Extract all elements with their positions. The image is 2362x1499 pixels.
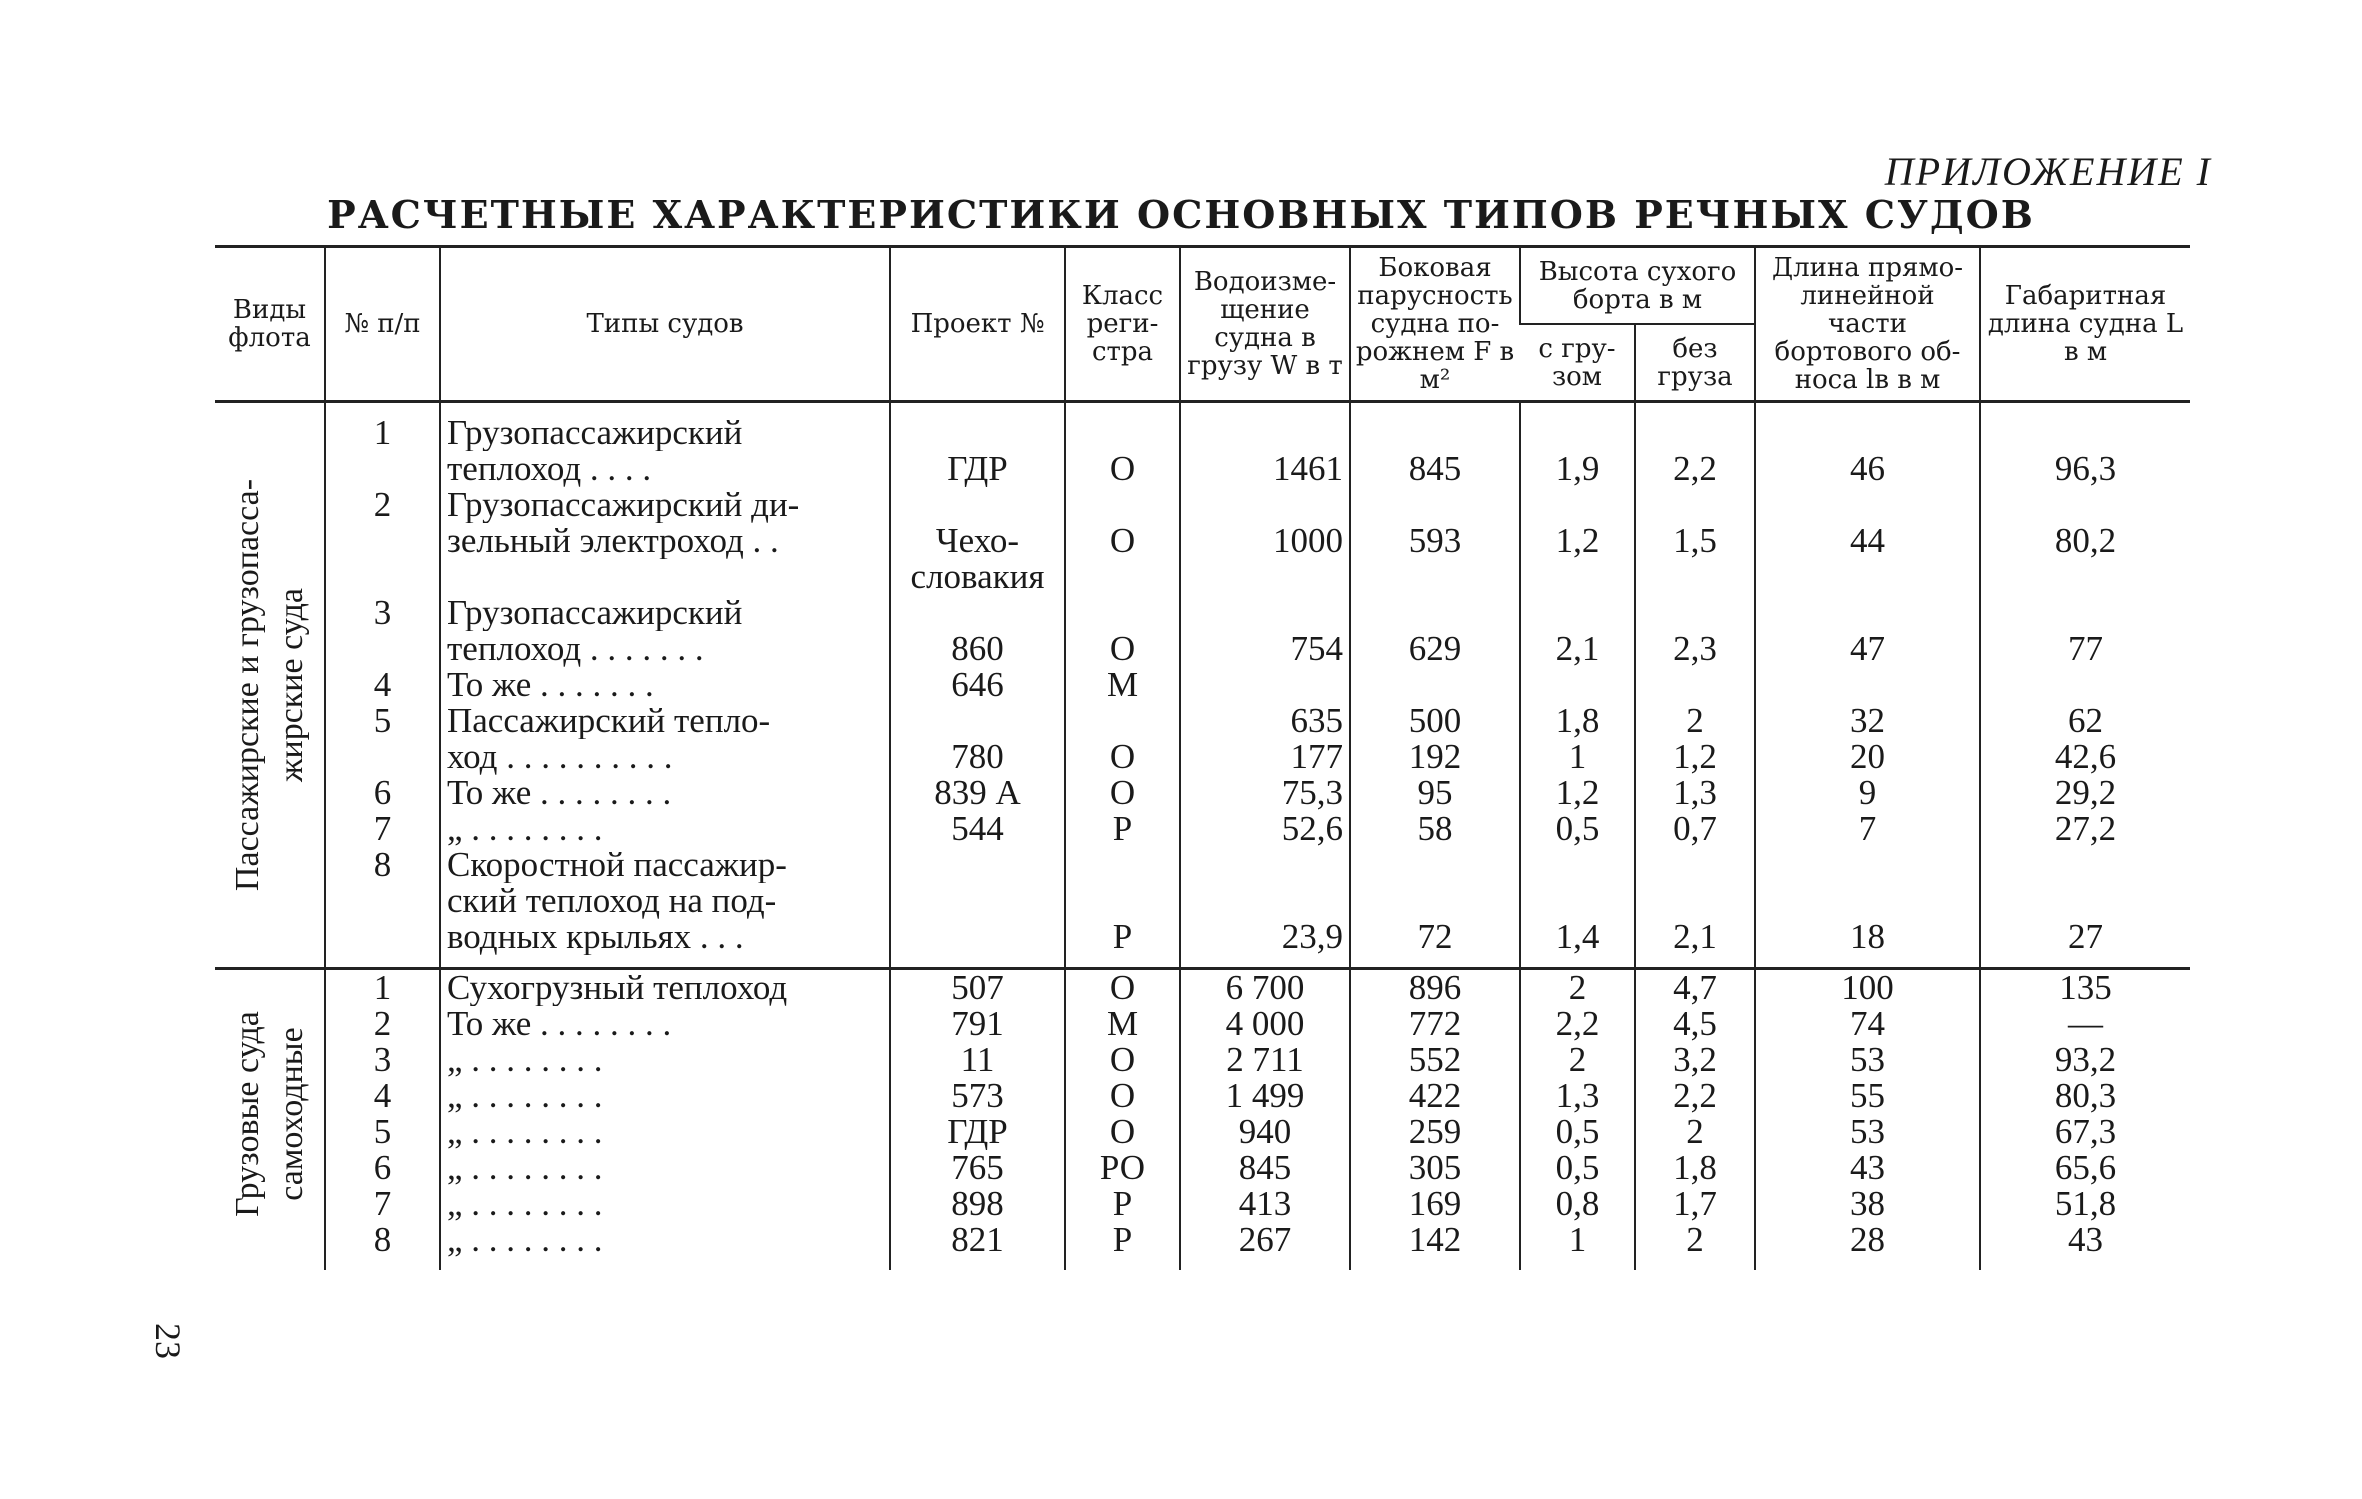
cell-displacement: 940 [1238, 1114, 1292, 1150]
cell-num [332, 919, 433, 955]
cell-register-class: Р [1112, 1186, 1133, 1222]
cell-displacement [1187, 667, 1343, 703]
cell-freeboard-empty [1642, 487, 1748, 523]
cell-displacement: 635 [1290, 703, 1343, 739]
cell-freeboard-empty: 3,2 [1673, 1042, 1717, 1078]
cell-displacement: 75,3 [1281, 775, 1343, 811]
column-register-class [1065, 415, 1180, 955]
cell-freeboard-loaded [1527, 559, 1628, 595]
cell-windage: 593 [1408, 523, 1462, 559]
cell-project [897, 595, 1058, 631]
cell-overall-length: 80,2 [2054, 523, 2117, 559]
cell-windage: 58 [1417, 811, 1453, 847]
cell-project: 573 [951, 1078, 1004, 1114]
fleet-label: Грузовые суда самоходные [228, 1011, 310, 1217]
cell-overall-length: 42,6 [2054, 739, 2117, 775]
cell-straight-length [1762, 415, 1973, 451]
cell-windage [1357, 847, 1513, 883]
cell-register-class: Р [1112, 811, 1133, 847]
cell-freeboard-loaded: 0,5 [1555, 811, 1600, 847]
column-displacement [1180, 969, 1350, 1259]
cell-freeboard-empty [1642, 595, 1748, 631]
cell-displacement: 1000 [1273, 523, 1343, 559]
cell-num [332, 631, 433, 667]
cell-windage: 422 [1408, 1078, 1462, 1114]
header-straight-length: Длина прямо-линейной части бортового об-носа lв в м [1755, 247, 1980, 402]
cell-freeboard-empty [1642, 559, 1748, 595]
cell-straight-length: 38 [1850, 1186, 1886, 1222]
cell-windage [1357, 559, 1513, 595]
cell-displacement: 177 [1290, 739, 1343, 775]
group-passenger [215, 415, 2190, 955]
cell-num: 1 [373, 415, 392, 451]
column-freeboard-empty [1635, 415, 1755, 955]
cell-displacement: 845 [1238, 1150, 1292, 1186]
cell-project: ГДР [947, 451, 1008, 487]
column-num [325, 969, 440, 1259]
cell-project [897, 847, 1058, 883]
cell-ship-type: То же . . . . . . . [447, 667, 654, 703]
cell-overall-length [1987, 883, 2184, 919]
cell-freeboard-loaded: 2,2 [1555, 1006, 1600, 1042]
cell-straight-length: 55 [1850, 1078, 1886, 1114]
header-type: Типы судов [440, 247, 890, 402]
cell-register-class: О [1109, 775, 1136, 811]
cell-freeboard-loaded: 1,8 [1555, 703, 1600, 739]
cell-overall-length: 65,6 [2054, 1150, 2117, 1186]
cell-project [897, 415, 1058, 451]
column-displacement [1180, 415, 1350, 955]
cell-ship-type: Сухогрузный теплоход [447, 970, 788, 1006]
cell-register-class [1072, 703, 1173, 739]
cell-num [332, 883, 433, 919]
cell-ship-type: Пассажирский тепло- [447, 703, 771, 739]
cell-ship-type: Грузопассажирский ди- [447, 487, 800, 523]
cell-register-class: РО [1099, 1150, 1146, 1186]
cell-freeboard-empty [1642, 883, 1748, 919]
cell-register-class: О [1109, 970, 1136, 1006]
cell-project [897, 919, 1058, 955]
cell-freeboard-empty [1642, 667, 1748, 703]
cell-overall-length [1987, 667, 2184, 703]
cell-freeboard-loaded: 1 [1568, 1222, 1587, 1258]
header-class: Класс реги-стра [1065, 247, 1180, 402]
cell-straight-length: 43 [1850, 1150, 1886, 1186]
cell-register-class: О [1109, 451, 1136, 487]
cell-overall-length: 27,2 [2054, 811, 2117, 847]
cell-freeboard-empty [1642, 847, 1748, 883]
cell-ship-type: „ . . . . . . . . [447, 1114, 603, 1150]
cell-straight-length: 9 [1858, 775, 1877, 811]
cell-straight-length: 46 [1850, 451, 1886, 487]
column-windage [1350, 969, 1520, 1259]
cell-ship-type: „ . . . . . . . . [447, 1042, 603, 1078]
cell-windage: 772 [1408, 1006, 1462, 1042]
cell-freeboard-loaded: 1,3 [1555, 1078, 1600, 1114]
cell-ship-type: „ . . . . . . . . [447, 1078, 603, 1114]
cell-displacement [1187, 883, 1343, 919]
cell-ship-type: „ . . . . . . . . [447, 1186, 603, 1222]
cell-straight-length [1762, 595, 1973, 631]
cell-straight-length: 47 [1850, 631, 1886, 667]
cell-project: Чехо- [935, 523, 1020, 559]
cell-num: 6 [373, 775, 392, 811]
cell-windage [1357, 487, 1513, 523]
cell-windage: 896 [1408, 970, 1462, 1006]
cell-register-class: О [1109, 1114, 1136, 1150]
cell-project: 898 [951, 1186, 1004, 1222]
cell-project: 791 [951, 1006, 1004, 1042]
cell-project [897, 883, 1058, 919]
cell-freeboard-empty: 1,7 [1673, 1186, 1717, 1222]
cell-straight-length: 32 [1850, 703, 1886, 739]
header-fleet: Виды флота [215, 247, 325, 402]
cell-straight-length: 7 [1858, 811, 1877, 847]
column-straight-length [1755, 415, 1980, 955]
cell-straight-length: 20 [1850, 739, 1886, 775]
table-header [215, 247, 2190, 402]
cell-register-class [1072, 559, 1173, 595]
cell-ship-type: водных крыльях . . . [447, 919, 744, 955]
column-register-class [1065, 969, 1180, 1259]
cell-ship-type: „ . . . . . . . . [447, 811, 603, 847]
ship-characteristics-table [215, 245, 2190, 1270]
cell-overall-length: 93,2 [2054, 1042, 2117, 1078]
cell-freeboard-empty: 2,2 [1673, 1078, 1717, 1114]
cell-windage [1357, 415, 1513, 451]
cell-num [332, 559, 433, 595]
cell-displacement [1187, 595, 1343, 631]
cell-freeboard-loaded: 2,1 [1555, 631, 1600, 667]
cell-freeboard-loaded [1527, 667, 1628, 703]
cell-register-class [1072, 487, 1173, 523]
cell-overall-length [1987, 847, 2184, 883]
cell-project: 544 [951, 811, 1004, 847]
cell-windage [1357, 667, 1513, 703]
cell-project: 507 [951, 970, 1004, 1006]
cell-windage: 72 [1417, 919, 1453, 955]
cell-windage: 845 [1408, 451, 1462, 487]
cell-project [897, 703, 1058, 739]
cell-straight-length [1762, 847, 1973, 883]
cell-ship-type: ский теплоход на под- [447, 883, 777, 919]
cell-freeboard-loaded: 2 [1568, 970, 1587, 1006]
cell-straight-length: 74 [1850, 1006, 1886, 1042]
cell-ship-type: „ . . . . . . . . [447, 1150, 603, 1186]
header-project: Проект № [890, 247, 1065, 402]
cell-num: 8 [373, 847, 392, 883]
cell-windage: 629 [1408, 631, 1462, 667]
cell-freeboard-loaded: 1 [1568, 739, 1587, 775]
column-straight-length [1755, 969, 1980, 1259]
cell-straight-length [1762, 559, 1973, 595]
cell-project: 860 [951, 631, 1004, 667]
cell-overall-length [1987, 559, 2184, 595]
cell-ship-type: То же . . . . . . . . [447, 775, 672, 811]
cell-freeboard-empty [1642, 415, 1748, 451]
header-freeboard-loaded: с гру-зом [1520, 324, 1635, 402]
cell-displacement: 267 [1238, 1222, 1292, 1258]
cell-project: словакия [910, 559, 1045, 595]
cell-project: 11 [960, 1042, 995, 1078]
cell-freeboard-loaded [1527, 883, 1628, 919]
cell-project: ГДР [947, 1114, 1008, 1150]
cell-overall-length: 80,3 [2054, 1078, 2117, 1114]
cell-project: 646 [951, 667, 1004, 703]
group-cargo [215, 969, 2190, 1259]
cell-register-class [1072, 883, 1173, 919]
cell-straight-length: 53 [1850, 1114, 1886, 1150]
fleet-label: Пассажирские и грузопасса- жирские суда [228, 478, 310, 892]
cell-windage: 552 [1408, 1042, 1462, 1078]
cell-freeboard-loaded: 0,5 [1555, 1150, 1600, 1186]
cell-num: 5 [373, 1114, 392, 1150]
column-freeboard-empty [1635, 969, 1755, 1259]
cell-windage: 142 [1408, 1222, 1462, 1258]
column-project [890, 969, 1065, 1259]
cell-windage: 500 [1408, 703, 1462, 739]
cell-freeboard-loaded [1527, 415, 1628, 451]
cell-overall-length: 77 [2068, 631, 2104, 667]
cell-overall-length: 29,2 [2054, 775, 2117, 811]
cell-register-class [1072, 595, 1173, 631]
cell-freeboard-loaded: 1,4 [1555, 919, 1600, 955]
cell-ship-type: теплоход . . . . [447, 451, 652, 487]
cell-overall-length: 27 [2068, 919, 2104, 955]
cell-freeboard-empty: 2 [1686, 1114, 1704, 1150]
cell-displacement [1187, 847, 1343, 883]
cell-num [332, 523, 433, 559]
cell-straight-length [1762, 487, 1973, 523]
cell-freeboard-empty: 2,3 [1673, 631, 1717, 667]
cell-freeboard-loaded: 2 [1568, 1042, 1587, 1078]
cell-displacement [1187, 415, 1343, 451]
cell-num: 3 [373, 595, 392, 631]
column-freeboard-loaded [1520, 969, 1635, 1259]
cell-num [332, 451, 433, 487]
cell-windage: 169 [1408, 1186, 1462, 1222]
cell-freeboard-empty: 1,2 [1673, 739, 1717, 775]
cell-num: 7 [373, 811, 392, 847]
cell-straight-length: 53 [1850, 1042, 1886, 1078]
cell-ship-type [447, 559, 883, 595]
cell-straight-length: 44 [1850, 523, 1886, 559]
cell-ship-type: То же . . . . . . . . [447, 1006, 672, 1042]
cell-num: 4 [373, 667, 392, 703]
cell-displacement: 2 711 [1226, 1042, 1304, 1078]
cell-ship-type: ход . . . . . . . . . . [447, 739, 673, 775]
cell-freeboard-empty: 4,7 [1673, 970, 1717, 1006]
cell-freeboard-empty: 1,5 [1673, 523, 1717, 559]
cell-overall-length [1987, 487, 2184, 523]
cell-freeboard-loaded: 1,2 [1555, 775, 1600, 811]
cell-freeboard-loaded: 1,2 [1555, 523, 1600, 559]
cell-displacement [1187, 487, 1343, 523]
cell-overall-length [1987, 595, 2184, 631]
cell-displacement: 4 000 [1225, 1006, 1305, 1042]
cell-register-class: О [1109, 1042, 1136, 1078]
cell-num: 2 [373, 487, 392, 523]
cell-freeboard-loaded [1527, 847, 1628, 883]
cell-ship-type: „ . . . . . . . . [447, 1222, 603, 1258]
cell-straight-length: 100 [1841, 970, 1894, 1006]
cell-overall-length: 62 [2068, 703, 2104, 739]
cell-straight-length [1762, 883, 1973, 919]
column-project [890, 415, 1065, 955]
cell-project: 821 [951, 1222, 1004, 1258]
cell-register-class [1072, 415, 1173, 451]
cell-displacement: 6 700 [1225, 970, 1305, 1006]
column-num [325, 415, 440, 955]
cell-register-class: Р [1112, 1222, 1133, 1258]
cell-displacement [1187, 559, 1343, 595]
cell-freeboard-loaded [1527, 595, 1628, 631]
cell-num: 8 [373, 1222, 392, 1258]
cell-ship-type: Грузопассажирский [447, 415, 743, 451]
cell-displacement: 23,9 [1281, 919, 1343, 955]
cell-register-class: О [1109, 631, 1136, 667]
column-overall-length [1980, 969, 2190, 1259]
cell-num: 1 [373, 970, 392, 1006]
cell-straight-length: 18 [1850, 919, 1886, 955]
cell-displacement: 52,6 [1281, 811, 1343, 847]
cell-num: 6 [373, 1150, 392, 1186]
cell-overall-length: — [2068, 1006, 2104, 1042]
cell-freeboard-loaded: 0,8 [1555, 1186, 1600, 1222]
cell-windage: 95 [1417, 775, 1453, 811]
cell-windage: 259 [1408, 1114, 1462, 1150]
cell-windage: 192 [1408, 739, 1462, 775]
cell-ship-type: Скоростной пассажир- [447, 847, 787, 883]
cell-project: 780 [951, 739, 1004, 775]
header-overall-length: Габаритная длина судна L в м [1980, 247, 2190, 402]
header-num: № п/п [325, 247, 440, 402]
cell-register-class [1072, 847, 1173, 883]
header-freeboard: Высота сухого борта в м [1520, 247, 1755, 325]
cell-num: 5 [373, 703, 392, 739]
cell-freeboard-empty: 1,8 [1673, 1150, 1717, 1186]
cell-freeboard-empty: 2,2 [1673, 451, 1717, 487]
cell-register-class: М [1106, 1006, 1139, 1042]
cell-windage: 305 [1408, 1150, 1462, 1186]
cell-freeboard-empty: 2 [1686, 703, 1704, 739]
cell-num: 2 [373, 1006, 392, 1042]
cell-freeboard-loaded: 0,5 [1555, 1114, 1600, 1150]
column-ship-type [440, 415, 890, 955]
cell-ship-type: зельный электроход . . [447, 523, 779, 559]
cell-windage [1357, 595, 1513, 631]
cell-overall-length: 43 [2068, 1222, 2104, 1258]
column-overall-length [1980, 415, 2190, 955]
cell-project: 765 [951, 1150, 1004, 1186]
column-ship-type [440, 969, 890, 1259]
cell-freeboard-empty: 2,1 [1673, 919, 1717, 955]
cell-freeboard-empty: 1,3 [1673, 775, 1717, 811]
page-number: 23 [148, 1323, 188, 1359]
cell-overall-length [1987, 415, 2184, 451]
header-displacement: Водоизме-щение судна в грузу W в т [1180, 247, 1350, 402]
header-freeboard-empty: без груза [1635, 324, 1755, 402]
page-title: РАСЧЕТНЫЕ ХАРАКТЕРИСТИКИ ОСНОВНЫХ ТИПОВ РЕЧНЫХ СУДОВ [327, 192, 2035, 237]
cell-register-class: Р [1112, 919, 1133, 955]
cell-freeboard-empty: 2 [1686, 1222, 1704, 1258]
cell-num: 4 [373, 1078, 392, 1114]
cell-register-class: О [1109, 1078, 1136, 1114]
header-windage: Боковая парусность судна по-рожнем F в м² [1350, 247, 1520, 402]
cell-displacement: 413 [1238, 1186, 1292, 1222]
cell-num [332, 739, 433, 775]
appendix-label: ПРИЛОЖЕНИЕ I [1884, 149, 2212, 194]
cell-freeboard-empty: 0,7 [1673, 811, 1717, 847]
cell-num: 7 [373, 1186, 392, 1222]
cell-straight-length [1762, 667, 1973, 703]
cell-freeboard-loaded: 1,9 [1555, 451, 1600, 487]
cell-register-class: О [1109, 739, 1136, 775]
cell-project: 839 А [934, 775, 1021, 811]
cell-num: 3 [373, 1042, 392, 1078]
cell-register-class: О [1109, 523, 1136, 559]
cell-displacement: 1 499 [1225, 1078, 1305, 1114]
cell-freeboard-loaded [1527, 487, 1628, 523]
cell-project [897, 487, 1058, 523]
cell-displacement: 1461 [1273, 451, 1343, 487]
column-freeboard-loaded [1520, 415, 1635, 955]
cell-overall-length: 51,8 [2054, 1186, 2117, 1222]
cell-overall-length: 135 [2059, 970, 2112, 1006]
cell-ship-type: теплоход . . . . . . . [447, 631, 704, 667]
cell-overall-length: 96,3 [2054, 451, 2117, 487]
column-windage [1350, 415, 1520, 955]
cell-overall-length: 67,3 [2054, 1114, 2117, 1150]
cell-register-class: М [1106, 667, 1139, 703]
cell-windage [1357, 883, 1513, 919]
cell-displacement: 754 [1290, 631, 1343, 667]
cell-freeboard-empty: 4,5 [1673, 1006, 1717, 1042]
cell-ship-type: Грузопассажирский [447, 595, 743, 631]
cell-straight-length: 28 [1850, 1222, 1886, 1258]
